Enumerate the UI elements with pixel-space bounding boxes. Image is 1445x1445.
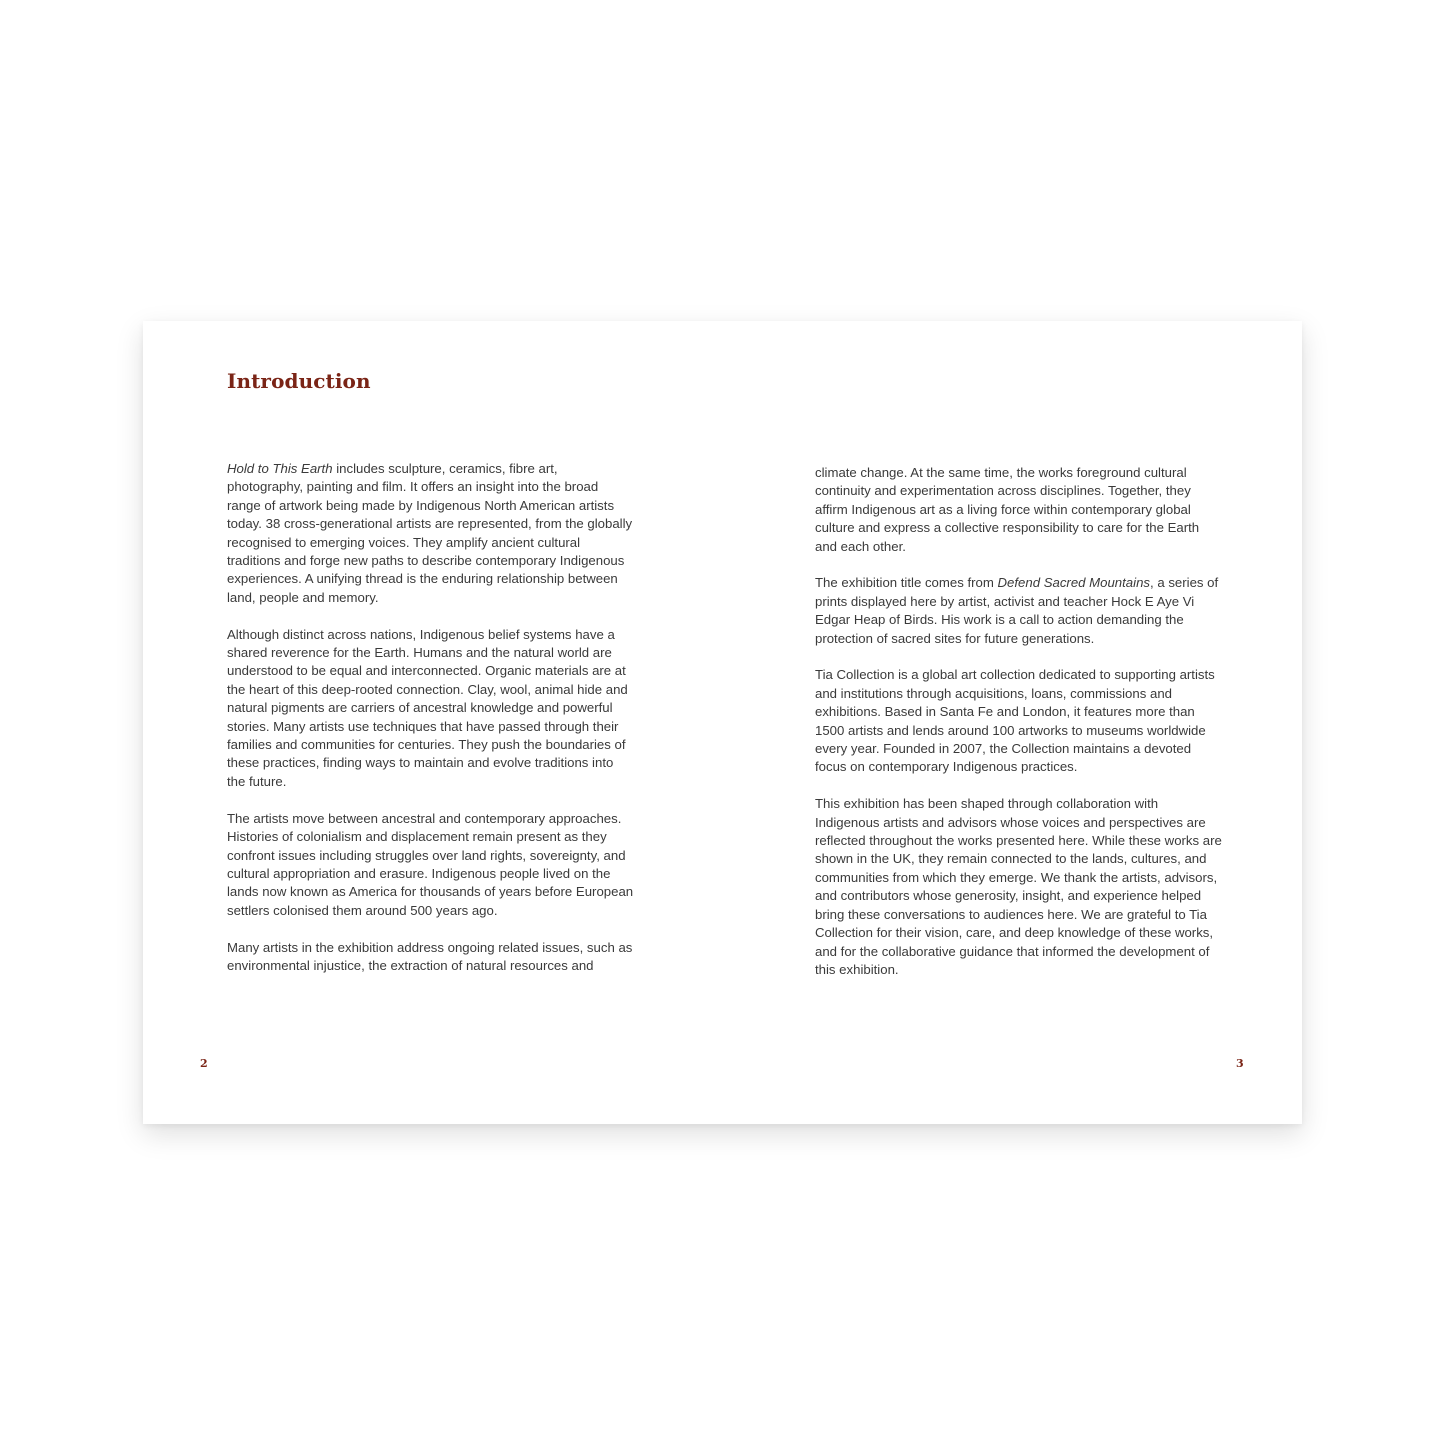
left-column <box>227 460 635 994</box>
right-paragraph-3: Tia Collection is a global art collection dedicated to supporting artists and institutions through acquisitions, loans, commissions and exhibitions. Based in Santa Fe and London, it features more than 1500 artists and lends around 100 artworks to museums worldwide every year. Founded in 2007, the Collection maintains a devoted focus on contemporary Indigenous practices. <box>815 667 1215 775</box>
exhibition-title-italic: Hold to This Earth <box>227 461 333 476</box>
page-title: Introduction <box>227 369 371 393</box>
left-paragraph-3: The artists move between ancestral and contemporary approaches. Histories of colonialism and displacement remain present as they confront issues including struggles over land rights, sovereignty, and cultural appropriation and erasure. Indigenous people lived on the lands now known as America for thousands of years before European settlers colonised them around 500 years ago. <box>227 810 634 918</box>
page-number-left: 2 <box>200 1057 208 1070</box>
right-paragraph-2-before: The exhibition title comes from <box>815 575 998 591</box>
left-paragraph-1-text: includes sculpture, ceramics, fibre art, photography, painting and film. It offers an insight into the broad range of artwork being made by Indigenous North American artists today. 38 cross-generational artists are represented, from the globally recognised to emerging voices. They amplify ancient cultural traditions and forge new paths to describe contemporary Indigenous experiences. A unifying thread is the enduring relationship between land, people and memory. <box>227 461 633 605</box>
page-number-right: 3 <box>1236 1057 1244 1070</box>
right-paragraph-2-after: , a series of prints displayed here by artist, activist and teacher Hock E Aye Vi Edgar Heap of Birds. His work is a call to action demanding the protection of sacred sites for future generations. <box>815 575 1219 646</box>
right-paragraph-4: This exhibition has been shaped through collaboration with Indigenous artists and advisors whose voices and perspectives are reflected throughout the works presented here. While these works are shown in the UK, they remain connected to the lands, cultures, and communities from which they emerge. We thank the artists, advisors, and contributors whose generosity, insight, and experience helped bring these conversations to audiences here. We are grateful to Tia Collection for their vision, care, and deep knowledge of these works, and for the collaborative guidance that informed the development of this exhibition. <box>815 796 1222 977</box>
print-series-title-italic: Defend Sacred Mountains <box>997 575 1150 591</box>
right-paragraph-2 <box>815 574 1223 648</box>
booklet-spread <box>143 321 1302 1124</box>
right-column <box>815 464 1223 998</box>
right-paragraph-1: climate change. At the same time, the works foreground cultural continuity and experimentation across disciplines. Together, they affirm Indigenous art as a living force within contemporary global culture and express a collective responsibility to care for the Earth and each other. <box>815 465 1200 554</box>
left-paragraph-2: Although distinct across nations, Indigenous belief systems have a shared reverence for the Earth. Humans and the natural world are understood to be equal and interconnected. Organic materials are at the heart of this deep-rooted connection. Clay, wool, animal hide and natural pigments are carriers of ancestral knowledge and powerful stories. Many artists use techniques that have passed through their families and communities for centuries. They push the boundaries of these practices, finding ways to maintain and evolve traditions into the future. <box>227 626 628 789</box>
left-paragraph-4: Many artists in the exhibition address ongoing related issues, such as environmental injustice, the extraction of natural resources and <box>227 939 633 973</box>
left-paragraph-1 <box>227 460 635 607</box>
